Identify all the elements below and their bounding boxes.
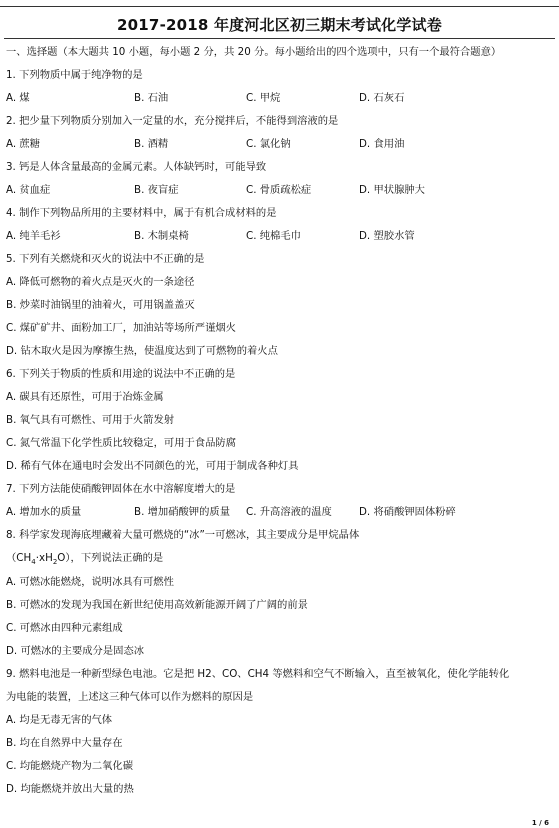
- question-2-option-d: D. 食用油: [359, 138, 405, 150]
- question-1-option-b: B. 石油: [134, 92, 169, 104]
- question-7-option-b: B. 增加硝酸钾的质量: [134, 506, 230, 518]
- section-heading: 一、选择题（本大题共 10 小题，每小题 2 分，共 20 分。每小题给出的四个选项中，只有一个最符合题意）: [6, 46, 502, 58]
- question-9-stem-line-2: 为电能的装置，上述这三种气体可以作为燃料的原因是: [6, 691, 254, 703]
- question-4-option-c: C. 纯棉毛巾: [246, 230, 301, 242]
- question-1-option-c: C. 甲烷: [246, 92, 281, 104]
- question-2-option-a: A. 蔗糖: [6, 138, 41, 150]
- question-6-option-b: B. 氧气具有可燃性、可用于火箭发射: [6, 414, 175, 426]
- formula-subscript-2: 2: [52, 558, 58, 567]
- question-5-option-a: A. 降低可燃物的着火点是灭火的一条途径: [6, 276, 195, 288]
- question-9-option-a: A. 均是无毒无害的气体: [6, 714, 113, 726]
- question-8-option-b: B. 可燃冰的发现为我国在新世纪使用高效新能源开阔了广阔的前景: [6, 599, 308, 611]
- question-8-stem: 8. 科学家发现海底埋藏着大量可燃烧的“冰”一可燃冰，其主要成分是甲烷晶体: [6, 529, 360, 541]
- question-2-option-c: C. 氯化钠: [246, 138, 291, 150]
- question-8-option-a: A. 可燃冰能燃烧，说明冰具有可燃性: [6, 576, 174, 588]
- question-4-option-a: A. 纯羊毛衫: [6, 230, 61, 242]
- page-number: 1 / 6: [531, 819, 549, 827]
- question-6-option-c: C. 氮气常温下化学性质比较稳定，可用于食品防腐: [6, 437, 236, 449]
- formula-mid: ·xH: [35, 552, 53, 564]
- question-7-option-c: C. 升高溶液的温度: [246, 506, 332, 518]
- question-1-option-d: D. 石灰石: [359, 92, 405, 104]
- question-9-option-c: C. 均能燃烧产物为二氧化碳: [6, 760, 134, 772]
- question-2-option-b: B. 酒精: [134, 138, 169, 150]
- page-title: 2017-2018 年度河北区初三期末考试化学试卷: [117, 16, 442, 34]
- question-7-stem: 7. 下列方法能使硝酸钾固体在水中溶解度增大的是: [6, 483, 236, 495]
- question-9-option-d: D. 均能燃烧并放出大量的热: [6, 783, 134, 795]
- question-9-stem-line-1: 9. 燃料电池是一种新型绿色电池。它是把 H2、CO、CH4 等燃料和空气不断输入，直至被氧化，使化学能转化: [6, 668, 510, 680]
- question-1-option-a: A. 煤: [6, 92, 30, 104]
- question-6-option-a: A. 碳具有还原性，可用于冶炼金属: [6, 391, 164, 403]
- question-6-option-d: D. 稀有气体在通电时会发出不同颜色的光，可用于制成各种灯具: [6, 460, 299, 472]
- question-7-option-a: A. 增加水的质量: [6, 506, 82, 518]
- question-8-option-c: C. 可燃冰由四种元素组成: [6, 622, 123, 634]
- question-8-option-d: D. 可燃冰的主要成分是固态冰: [6, 645, 145, 657]
- question-3-option-a: A. 贫血症: [6, 184, 51, 196]
- question-8-formula-line: [6, 551, 163, 565]
- question-1-stem: 1. 下列物质中属于纯净物的是: [6, 69, 143, 81]
- question-4-option-b: B. 木制桌椅: [134, 230, 189, 242]
- question-7-option-d: D. 将硝酸钾固体粉碎: [359, 506, 456, 518]
- question-5-stem: 5. 下列有关燃烧和灭火的说法中不正确的是: [6, 253, 205, 265]
- question-3-option-b: B. 夜盲症: [134, 184, 179, 196]
- question-5-option-b: B. 炒菜时油锅里的油着火，可用锅盖盖灭: [6, 299, 195, 311]
- question-5-option-c: C. 煤矿矿井、面粉加工厂，加油站等场所严谨烟火: [6, 322, 236, 334]
- question-3-option-d: D. 甲状腺肿大: [359, 184, 425, 196]
- header-rule-top: [0, 6, 559, 7]
- title-divider: [4, 38, 555, 39]
- question-3-option-c: C. 骨质疏松症: [246, 184, 312, 196]
- question-9-option-b: B. 均在自然界中大量存在: [6, 737, 123, 749]
- formula-subscript-1: 4: [31, 558, 36, 567]
- question-4-stem: 4. 制作下列物品所用的主要材料中，属于有机合成材料的是: [6, 207, 277, 219]
- formula-open: （CH: [6, 552, 32, 564]
- formula-close: O），下列说法正确的是: [57, 552, 164, 564]
- question-3-stem: 3. 钙是人体含量最高的金属元素。人体缺钙时，可能导致: [6, 161, 267, 173]
- question-2-stem: 2. 把少量下列物质分别加入一定量的水，充分搅拌后，不能得到溶液的是: [6, 115, 339, 127]
- question-4-option-d: D. 塑胶水管: [359, 230, 415, 242]
- question-6-stem: 6. 下列关于物质的性质和用途的说法中不正确的是: [6, 368, 236, 380]
- question-5-option-d: D. 钻木取火是因为摩擦生热，使温度达到了可燃物的着火点: [6, 345, 278, 357]
